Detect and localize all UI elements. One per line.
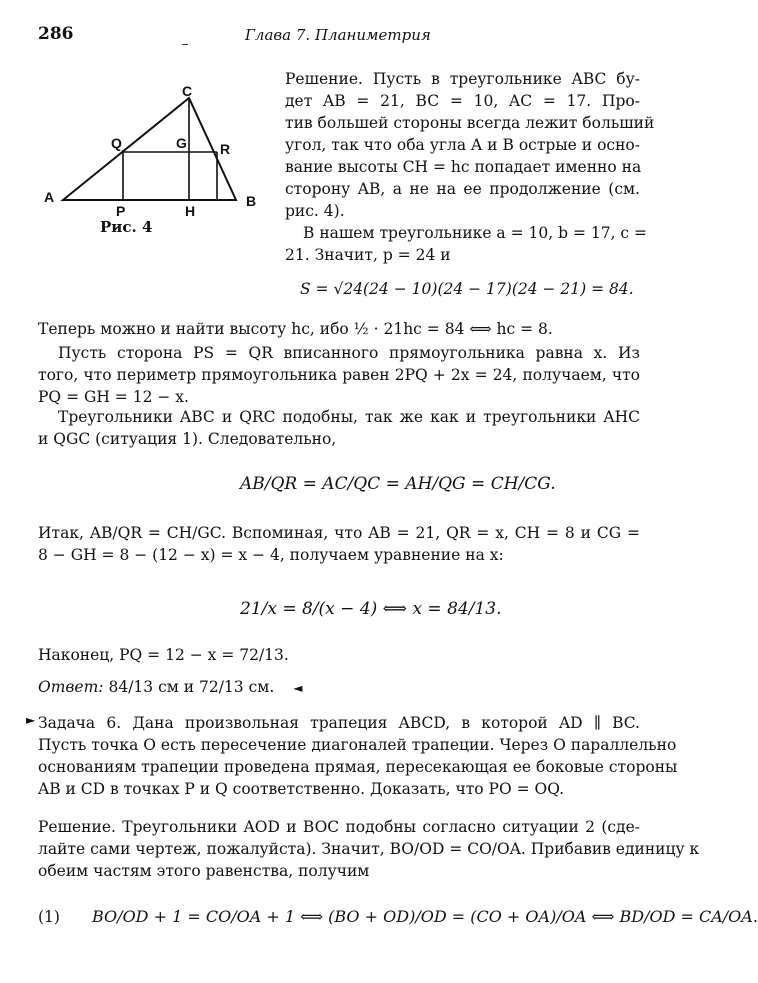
- perimeter-line: того, что периметр прямоугольника равен 2PQ + 2x = 24, получаем, что: [38, 366, 640, 384]
- ratio-equation: AB/QR = AC/QC = AH/QG = CH/CG.: [240, 474, 556, 494]
- itak-paragraph: [38, 522, 640, 566]
- task6-line: Пусть точка O есть пересечение диагоналей трапеции. Через O параллельно: [38, 736, 677, 754]
- sol1-line: рис. 4).: [285, 202, 345, 220]
- label-g: G: [176, 135, 187, 151]
- task6-line: основаниям трапеции проведена прямая, пересекающая ее боковые стороны: [38, 758, 678, 776]
- sol1-line: дет AB = 21, BC = 10, AC = 17. Про-: [285, 92, 640, 110]
- triangle-figure: [36, 82, 266, 222]
- sol1-line: Решение. Пусть в треугольнике ABC бу-: [285, 70, 640, 88]
- chapter-title: Глава 7. Планиметрия: [245, 26, 431, 44]
- perimeter-paragraph: [38, 342, 640, 408]
- answer-label: Ответ:: [38, 678, 104, 696]
- solution2-paragraph: [38, 816, 700, 882]
- task6-line: Задача 6. Дана произвольная трапеция ABCD, в которой AD ∥ BC.: [38, 714, 640, 732]
- similar-line: Треугольники ABC и QRC подобны, так же как и треугольники AHC: [58, 408, 640, 426]
- perimeter-line: PQ = GH = 12 − x.: [38, 388, 189, 406]
- sol1-line: В нашем треугольнике a = 10, b = 17, c =: [303, 224, 648, 242]
- sol1-line: угол, так что оба угла A и B острые и осно-: [285, 136, 640, 154]
- finally-line: Наконец, PQ = 12 − x = 72/13.: [38, 646, 289, 664]
- label-p: P: [116, 203, 126, 219]
- perimeter-line: Пусть сторона PS = QR вписанного прямоугольника равна x. Из: [58, 344, 640, 362]
- header-dash: [182, 44, 188, 45]
- itak-line: Итак, AB/QR = CH/GC. Вспоминая, что AB = 21, QR = x, CH = 8 и CG =: [38, 524, 640, 542]
- x-equation: 21/x = 8/(x − 4) ⟺ x = 84/13.: [240, 599, 502, 619]
- label-a: A: [44, 189, 55, 205]
- final-equation: BO/OD + 1 = CO/OA + 1 ⟺ (BO + OD)/OD = (CO + OA)/OA ⟺ BD/OD = CA/OA.: [92, 907, 758, 926]
- label-b: B: [246, 193, 257, 209]
- label-c: C: [182, 83, 193, 99]
- label-r: R: [220, 141, 231, 157]
- similar-line: и QGC (ситуация 1). Следовательно,: [38, 430, 337, 448]
- sol1-line: вание высоты CH = hc попадает именно на: [285, 158, 642, 176]
- sol1-line: 21. Значит, p = 24 и: [285, 246, 451, 264]
- page-number: 286: [38, 24, 74, 44]
- task6-paragraph: [38, 712, 678, 800]
- end-mark: ◄: [293, 681, 303, 695]
- label-q: Q: [111, 135, 122, 151]
- equation-number: (1): [38, 908, 60, 926]
- similar-paragraph: [38, 406, 640, 450]
- answer-line: [38, 676, 302, 699]
- heron-formula: S = √24(24 − 10)(24 − 17)(24 − 21) = 84.: [300, 280, 634, 298]
- solution1-intro: [285, 68, 655, 266]
- label-h: H: [185, 203, 196, 219]
- height-line: Теперь можно и найти высоту hc, ибо ½ · 21hc = 84 ⟺ hc = 8.: [38, 320, 553, 338]
- sol1-line: тив большей стороны всегда лежит больший: [285, 114, 655, 132]
- sol2-line: обеим частям этого равенства, получим: [38, 862, 370, 880]
- triangle-abc: [63, 98, 236, 200]
- figure-caption: Рис. 4: [100, 218, 153, 236]
- answer-value: 84/13 см и 72/13 см.: [108, 678, 275, 696]
- sol1-line: сторону AB, а не на ее продолжение (см.: [285, 180, 640, 198]
- task6-line: AB и CD в точках P и Q соответственно. Доказать, что PO = OQ.: [38, 780, 565, 798]
- itak-line: 8 − GH = 8 − (12 − x) = x − 4, получаем уравнение на x:: [38, 546, 504, 564]
- sol2-line: Решение. Треугольники AOD и BOC подобны согласно ситуации 2 (сде-: [38, 818, 640, 836]
- sol2-line: лайте сами чертеж, пожалуйста). Значит, BO/OD = CO/OA. Прибавив единицу к: [38, 840, 700, 858]
- task-marker: ►: [26, 713, 36, 727]
